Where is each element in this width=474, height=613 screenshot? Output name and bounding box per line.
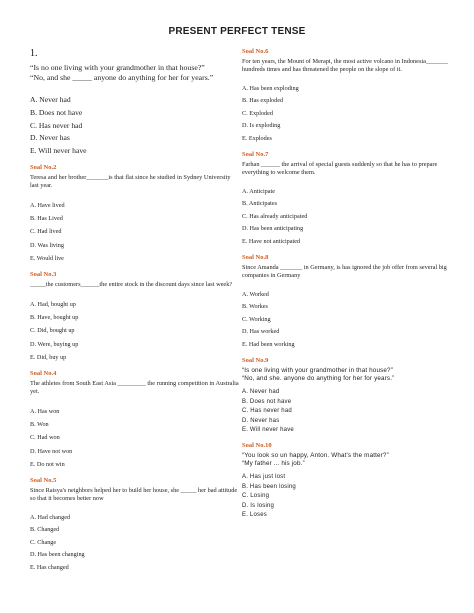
option-a[interactable]: A. Had changed: [30, 514, 71, 522]
question-label: Soal No.10: [242, 442, 272, 450]
option-b[interactable]: B. Workes: [242, 303, 268, 311]
option-d[interactable]: D. Has worked: [242, 328, 280, 336]
left-column: [30, 48, 240, 580]
option-list: [30, 94, 240, 158]
question-10: [242, 442, 452, 521]
question-label: Soal No.8: [242, 254, 269, 262]
question-label: 1.: [30, 48, 38, 59]
question-8: [242, 254, 452, 351]
question-text: Farhan ______ the arrival of special guests suddenly so that he has to prepare everything to welcome them.: [242, 161, 438, 177]
question-label: Soal No.5: [30, 477, 57, 485]
option-list: [242, 83, 452, 145]
question-3: [30, 271, 240, 364]
option-e[interactable]: E. Has changed: [30, 563, 69, 571]
option-c[interactable]: C. Change: [30, 538, 57, 546]
question-line: “You look so un happy, Anton. What's the matter?”: [242, 452, 389, 460]
option-a[interactable]: A. Have lived: [30, 201, 65, 209]
question-text: _____the customers______the entire stock in the discount days since last week?: [30, 281, 233, 288]
option-list: [242, 186, 452, 248]
option-c[interactable]: C. Working: [242, 315, 271, 323]
option-list: [242, 473, 452, 521]
option-a[interactable]: A. Had, bought up: [30, 301, 76, 308]
option-d[interactable]: D. Were, buying up: [30, 340, 79, 348]
question-line: “My father ... his job.”: [242, 459, 305, 467]
option-c[interactable]: C. Had won: [30, 434, 60, 442]
option-c[interactable]: C. Has never had: [242, 408, 292, 415]
option-b[interactable]: B. Has exploded: [242, 97, 284, 105]
option-b[interactable]: B. Changed: [30, 526, 60, 534]
option-list: [30, 512, 240, 574]
option-list: [242, 388, 452, 436]
question-7: [242, 151, 452, 248]
option-b[interactable]: B. Won: [30, 421, 49, 429]
option-c[interactable]: C. Exploded: [242, 109, 273, 117]
question-5: [30, 477, 240, 574]
question-6: [242, 48, 452, 145]
option-d[interactable]: D. Have not won: [30, 447, 73, 455]
question-text: Since Amanda _______ in Germany, is has ignored the job offer from several big companies in Germany: [242, 264, 447, 280]
question-label: Soal No.2: [30, 163, 57, 171]
option-b[interactable]: B. Has Lived: [30, 215, 63, 223]
option-b[interactable]: B. Has been losing: [242, 483, 296, 490]
option-c[interactable]: C. Losing: [242, 493, 270, 500]
question-2: [30, 164, 240, 265]
question-text: [30, 63, 240, 82]
right-column: [242, 48, 452, 527]
option-list: [30, 298, 240, 364]
option-d[interactable]: D. Never has: [30, 133, 70, 143]
option-a[interactable]: A. Has just lost: [242, 474, 286, 481]
option-a[interactable]: A. Has been exploding: [242, 85, 299, 92]
option-e[interactable]: E. Will never have: [242, 427, 294, 434]
option-c[interactable]: C. Has already anticipated: [242, 212, 308, 220]
option-c[interactable]: C. Did, bought up: [30, 327, 75, 335]
question-label: Soal No.4: [30, 370, 57, 378]
question-text: For ten years, the Mount of Merapi, the most active volcano in Indonesia_______ hundreds times and has threatened the people on the slope of it.: [242, 58, 449, 73]
option-b[interactable]: B. Have, bought up: [30, 314, 79, 322]
option-list: [30, 199, 240, 265]
question-line: “No, and she. anyone do anything for her for years.”: [242, 374, 395, 382]
question-text: [242, 452, 452, 467]
option-e[interactable]: E. Had been working: [242, 340, 295, 348]
question-line: “Is no one living with your grandmother in that house?”: [30, 63, 205, 72]
option-list: [30, 405, 240, 471]
question-text: Since Raisya's neighbors helped her to build her house, she _____ her bad attitude so that it becomes better now: [30, 487, 238, 503]
question-1: [30, 48, 240, 158]
option-a[interactable]: A. Never had: [242, 389, 280, 396]
option-c[interactable]: C. Had lived: [30, 228, 62, 236]
option-e[interactable]: E. Will never have: [30, 146, 87, 156]
option-d[interactable]: D. Has been changing: [30, 551, 85, 559]
question-text: Teresa and her brother_______is that flat since he studied in Sydney University last year.: [30, 173, 231, 189]
option-e[interactable]: E. Do not win: [30, 460, 65, 468]
question-line: “Is one living with your grandmother in that house?”: [242, 367, 393, 375]
page-title: PRESENT PERFECT TENSE: [168, 26, 306, 37]
option-e[interactable]: E. Would live: [30, 254, 64, 262]
question-text: [242, 367, 452, 382]
option-list: [242, 289, 452, 351]
question-text: The athletes from South East Asia _________ the running competition in Australia yet.: [30, 380, 239, 396]
option-d[interactable]: D. Is exploding: [242, 122, 281, 130]
option-e[interactable]: E. Have not anticipated: [242, 237, 301, 245]
option-a[interactable]: A. Never had: [30, 95, 71, 104]
option-c[interactable]: C. Has never had: [30, 120, 83, 130]
option-d[interactable]: D. Is losing: [242, 502, 275, 509]
option-b[interactable]: B. Does not have: [242, 398, 292, 405]
option-d[interactable]: D. Never has: [242, 417, 280, 424]
option-d[interactable]: D. Has been anticipating: [242, 225, 304, 233]
option-a[interactable]: A. Anticipate: [242, 188, 275, 196]
question-label: Soal No.6: [242, 48, 269, 55]
question-line: “No, and she _____ anyone do anything for her for years.”: [30, 72, 214, 82]
option-e[interactable]: E. Explodes: [242, 134, 272, 142]
option-d[interactable]: D. Was living: [30, 241, 64, 249]
question-label: Soal No.9: [242, 357, 269, 365]
question-label: Soal No.7: [242, 151, 269, 159]
option-b[interactable]: B. Anticipates: [242, 200, 278, 208]
option-e[interactable]: E. Loses: [242, 512, 267, 519]
question-4: [30, 370, 240, 471]
option-a[interactable]: A. Has won: [30, 408, 60, 416]
question-label: Soal No.3: [30, 271, 57, 278]
question-9: [242, 357, 452, 436]
option-b[interactable]: B. Does not have: [30, 107, 83, 117]
option-a[interactable]: A. Worked: [242, 291, 269, 299]
option-e[interactable]: E. Did, buy up: [30, 353, 67, 361]
